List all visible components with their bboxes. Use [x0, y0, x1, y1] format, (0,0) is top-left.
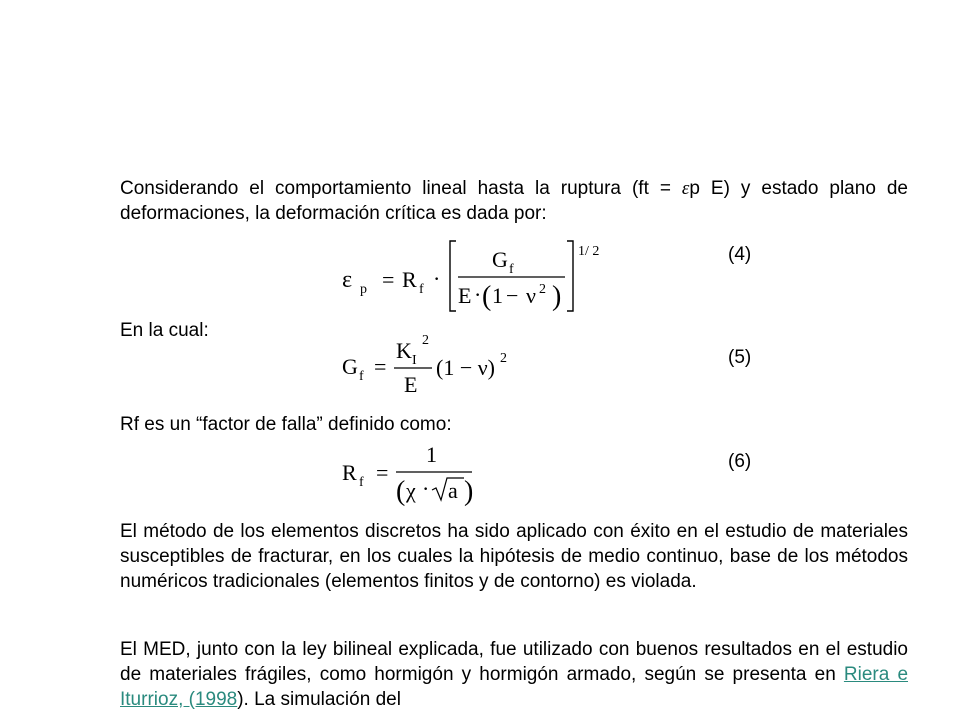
equation-6 [330, 438, 490, 508]
epsilon-symbol: ε [681, 178, 690, 199]
eq4-right-bracket [567, 241, 573, 311]
equation-5-number: (5) [728, 347, 752, 368]
eq4-epsilon-sub: p [360, 282, 367, 297]
intro-text-before: Considerando el comportamiento lineal hasta la ruptura (ft = [120, 178, 682, 199]
eq5-paren-exp: 2 [500, 351, 507, 366]
med-text-before: El MED, junto con la ley bilineal explicada, fue utilizado con buenos resultados en el estudio de materiales frágiles, como hormigón y hormigón armado, según se presenta en [120, 639, 908, 685]
equation-4 [330, 235, 610, 315]
paragraph-factor-falla: Rf es un “factor de falla” definido como: [120, 414, 452, 435]
eq5-g: G [342, 354, 358, 379]
eq4-den-close: ) [552, 281, 562, 312]
paragraph-metodo-discreto: El método de los elementos discretos ha sido aplicado con éxito en el estudio de materiales susceptibles de fracturar, en los cuales la hipótesis de medio continuo, base de los métodos numéricos tradicionales (elementos finitos y de contorno) es violada. [120, 521, 908, 592]
equation-4-graphic [330, 235, 610, 315]
reference-link-riera[interactable]: Riera e Iturrioz, (1998 [120, 664, 909, 710]
eq6-num: 1 [426, 442, 437, 467]
eq5-equals: = [374, 354, 387, 379]
paragraph-en-la-cual: En la cual: [120, 320, 209, 341]
equation-5-graphic [330, 330, 530, 400]
equation-6-number: (6) [728, 451, 752, 472]
eq5-num-exp: 2 [422, 333, 429, 348]
eq6-equals: = [376, 460, 389, 485]
eq6-den-dot: · [422, 476, 430, 501]
eq4-equals: = [382, 267, 395, 292]
eq4-r-sub: f [419, 282, 424, 297]
equation-4-number: (4) [728, 244, 752, 265]
eq4-den-e: E [458, 283, 472, 308]
equation-6-graphic [330, 438, 490, 508]
med-text-after: ). La simulación del [237, 689, 401, 710]
paragraph-med [120, 637, 908, 712]
eq5-g-sub: f [359, 369, 364, 384]
equation-5 [330, 330, 530, 400]
eq5-den-e: E [404, 372, 418, 397]
eq6-den-close: ) [464, 476, 474, 507]
eq4-left-bracket [450, 241, 456, 311]
eq4-den-minus: − [506, 283, 519, 308]
eq4-den-exp: 2 [539, 282, 546, 297]
paragraph-intro [120, 176, 908, 226]
eq4-dot: · [433, 266, 441, 291]
eq4-den-open: ( [482, 281, 492, 312]
eq6-den-a: a [448, 478, 458, 503]
eq4-power: 1/ 2 [578, 244, 600, 259]
eq4-num-g: G [492, 247, 508, 272]
intro-text-after: p E) y estado plano de deformaciones, la deformación crítica es dada por: [120, 178, 908, 224]
eq6-den-open: ( [396, 476, 406, 507]
eq6-den-chi: χ [406, 478, 416, 503]
eq4-r: R [402, 267, 417, 292]
eq6-r: R [342, 460, 357, 485]
eq5-paren: (1 − ν) [436, 355, 496, 380]
eq6-r-sub: f [359, 475, 364, 490]
eq4-den-one: 1 [492, 283, 503, 308]
eq4-epsilon: ε [342, 267, 353, 293]
eq5-num-k: K [396, 338, 412, 363]
eq5-num-sub: I [412, 353, 417, 368]
eq4-num-sub: f [509, 262, 514, 277]
eq4-den-dot: · [474, 282, 482, 307]
eq4-den-nu: ν [526, 283, 536, 308]
